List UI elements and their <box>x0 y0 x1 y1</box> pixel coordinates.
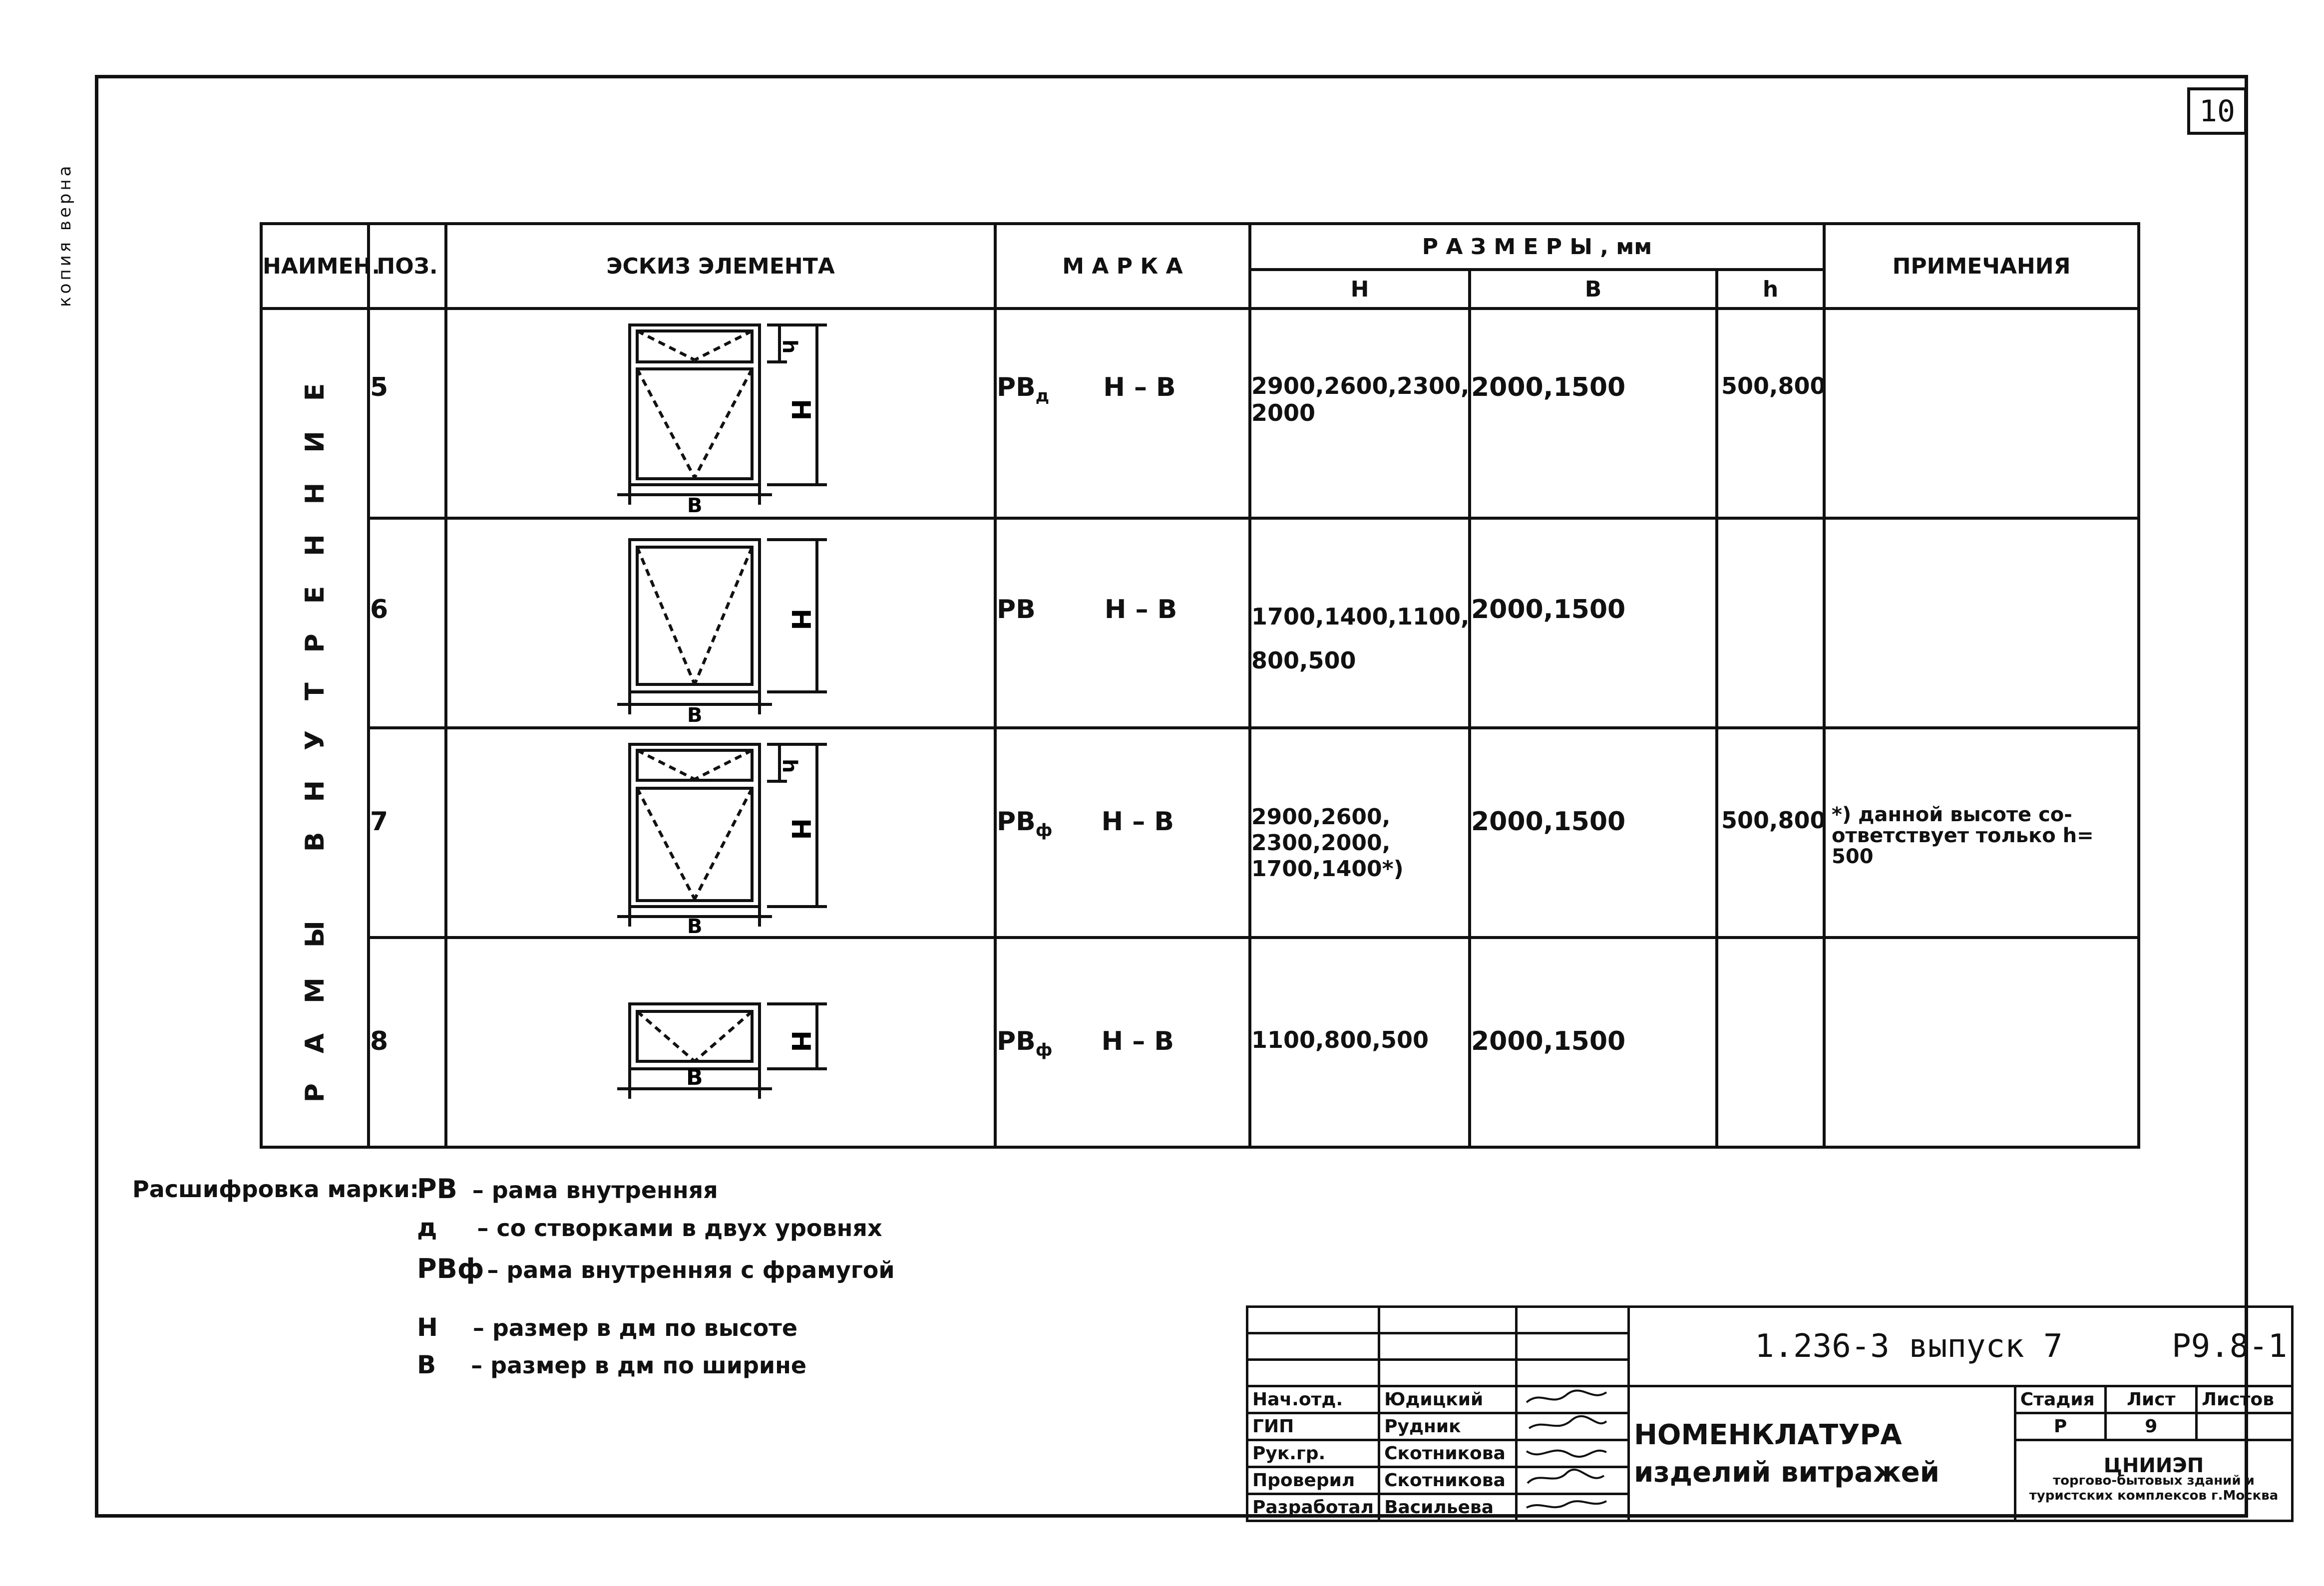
h-cell <box>1717 938 1824 1147</box>
sketch-label-H: Н <box>785 1030 815 1052</box>
doc-code-cell <box>1629 1307 2293 1386</box>
mark-cell <box>995 309 1250 518</box>
mark-value: $РВ_д$ <box>997 372 1050 406</box>
stage-value: Р <box>2015 1413 2106 1440</box>
sketch-label-B: В <box>687 494 703 515</box>
pos-cell: 5 <box>369 309 446 518</box>
title-cell <box>1629 1386 2015 1521</box>
mark-cell <box>995 518 1250 728</box>
role-name: Рудник <box>1379 1413 1517 1440</box>
signature <box>1517 1413 1629 1440</box>
sheet-value: 9 <box>2106 1413 2197 1440</box>
sketch-cell <box>446 938 995 1147</box>
h-cell: 500,800 <box>1717 309 1824 518</box>
sheets-value <box>2197 1413 2293 1440</box>
B-cell: 2000,1500 <box>1470 728 1717 938</box>
note-cell: *) данной высоте со- ответствует только h= 500 <box>1824 728 2139 938</box>
H-cell: 2900,2600,2300, 2000 <box>1250 309 1470 518</box>
role-name: Юдицкий <box>1379 1386 1517 1413</box>
mark-value: РВ <box>997 595 1036 625</box>
mark-formula: Н – В <box>1103 372 1176 402</box>
org-cell <box>2015 1440 2293 1521</box>
role-label: ГИП <box>1247 1413 1379 1440</box>
legend-item: В – размер в дм по ширине <box>417 1350 807 1379</box>
sheet-code: Р9.8-1 <box>2172 1328 2288 1365</box>
doc-code: 1.236-3 выпуск 7 <box>1755 1328 2063 1365</box>
header-h: h <box>1717 270 1824 309</box>
mark-formula: Н – В <box>1104 595 1177 625</box>
page-number: 10 <box>2187 87 2247 135</box>
sketch-label-B: В <box>687 704 703 724</box>
sketch-label-h: h <box>778 759 801 773</box>
role-name: Скотникова <box>1379 1467 1517 1494</box>
role-name: Васильева <box>1379 1494 1517 1521</box>
H-cell: 2900,2600, 2300,2000, 1700,1400*) <box>1250 728 1470 938</box>
H-cell: 1100,800,500 <box>1250 938 1470 1147</box>
mark-value: $РВ_ф$ <box>997 807 1053 841</box>
copy-stamp-text: копия верна <box>55 163 75 307</box>
title-line1: НОМЕНКЛАТУРА <box>1634 1418 1902 1451</box>
title-line2: изделий витражей <box>1634 1456 1939 1489</box>
sketch-cell <box>446 518 995 728</box>
window-sketch-pos6 <box>447 520 997 724</box>
sketch-cell <box>446 309 995 518</box>
legend-title: Расшифровка марки: <box>132 1176 419 1203</box>
sketch-label-B: В <box>686 1065 703 1090</box>
group-label: РАМЫ ВНУТРЕННИЕ <box>300 353 330 1103</box>
table-row <box>261 518 2139 728</box>
role-name: Скотникова <box>1379 1440 1517 1467</box>
sheets-label: Листов <box>2197 1386 2293 1413</box>
signature <box>1517 1467 1629 1494</box>
header-H: Н <box>1250 270 1470 309</box>
legend-item: Н – размер в дм по высоте <box>417 1313 798 1342</box>
B-cell: 2000,1500 <box>1470 518 1717 728</box>
sheet-label: Лист <box>2106 1386 2197 1413</box>
role-label: Проверил <box>1247 1467 1379 1494</box>
sketch-label-h: h <box>778 339 801 354</box>
header-sizes: Р А З М Е Р Ы , мм <box>1250 224 1824 270</box>
nomenclature-table <box>260 222 2140 1149</box>
table-row <box>261 938 2139 1147</box>
mark-value: $РВ_ф$ <box>997 1026 1053 1060</box>
h-cell: 500,800 <box>1717 728 1824 938</box>
legend-item: РВ – рама внутренняя <box>417 1173 718 1205</box>
sketch-cell <box>446 728 995 938</box>
mark-formula: Н – В <box>1101 1026 1174 1056</box>
header-name: НАИМЕН. <box>261 224 369 309</box>
sketch-label-B: В <box>687 915 703 934</box>
table-row <box>261 728 2139 938</box>
window-sketch-pos8 <box>447 939 997 1144</box>
table-row <box>261 309 2139 518</box>
signature <box>1517 1386 1629 1413</box>
sketch-label-H: Н <box>785 818 815 840</box>
mark-cell <box>995 938 1250 1147</box>
group-label-cell <box>261 309 369 1147</box>
org-desc: торгово-бытовых зданий и туристских комплексов г.Москва <box>2029 1473 2279 1503</box>
header-mark: М А Р К А <box>995 224 1250 309</box>
signature <box>1517 1494 1629 1521</box>
header-B: В <box>1470 270 1717 309</box>
sketch-label-H: Н <box>785 609 815 631</box>
sketch-label-H: Н <box>785 399 815 421</box>
H-cell: 1700,1400,1100, 800,500 <box>1250 518 1470 728</box>
note-cell <box>1824 938 2139 1147</box>
role-label: Разработал <box>1247 1494 1379 1521</box>
note-cell <box>1824 518 2139 728</box>
pos-cell: 7 <box>369 728 446 938</box>
note-cell <box>1824 309 2139 518</box>
mark-cell <box>995 728 1250 938</box>
header-pos: ПОЗ. <box>369 224 446 309</box>
pos-cell: 8 <box>369 938 446 1147</box>
title-block <box>1246 1305 2294 1522</box>
mark-formula: Н – В <box>1101 807 1174 837</box>
h-cell <box>1717 518 1824 728</box>
signature <box>1517 1440 1629 1467</box>
window-sketch-pos7 <box>447 729 997 934</box>
role-label: Нач.отд. <box>1247 1386 1379 1413</box>
copy-stamp <box>55 107 90 307</box>
legend-item: д – со створками в двух уровнях <box>417 1213 882 1242</box>
org-name: ЦНИИЭП <box>2103 1454 2204 1477</box>
header-notes: ПРИМЕЧАНИЯ <box>1824 224 2139 309</box>
role-label: Рук.гр. <box>1247 1440 1379 1467</box>
legend-item: РВф – рама внутренняя с фрамугой <box>417 1253 895 1284</box>
B-cell: 2000,1500 <box>1470 938 1717 1147</box>
B-cell: 2000,1500 <box>1470 309 1717 518</box>
pos-cell: 6 <box>369 518 446 728</box>
window-sketch-pos5 <box>447 310 997 515</box>
stage-label: Стадия <box>2015 1386 2106 1413</box>
header-sketch: ЭСКИЗ ЭЛЕМЕНТА <box>446 224 995 309</box>
